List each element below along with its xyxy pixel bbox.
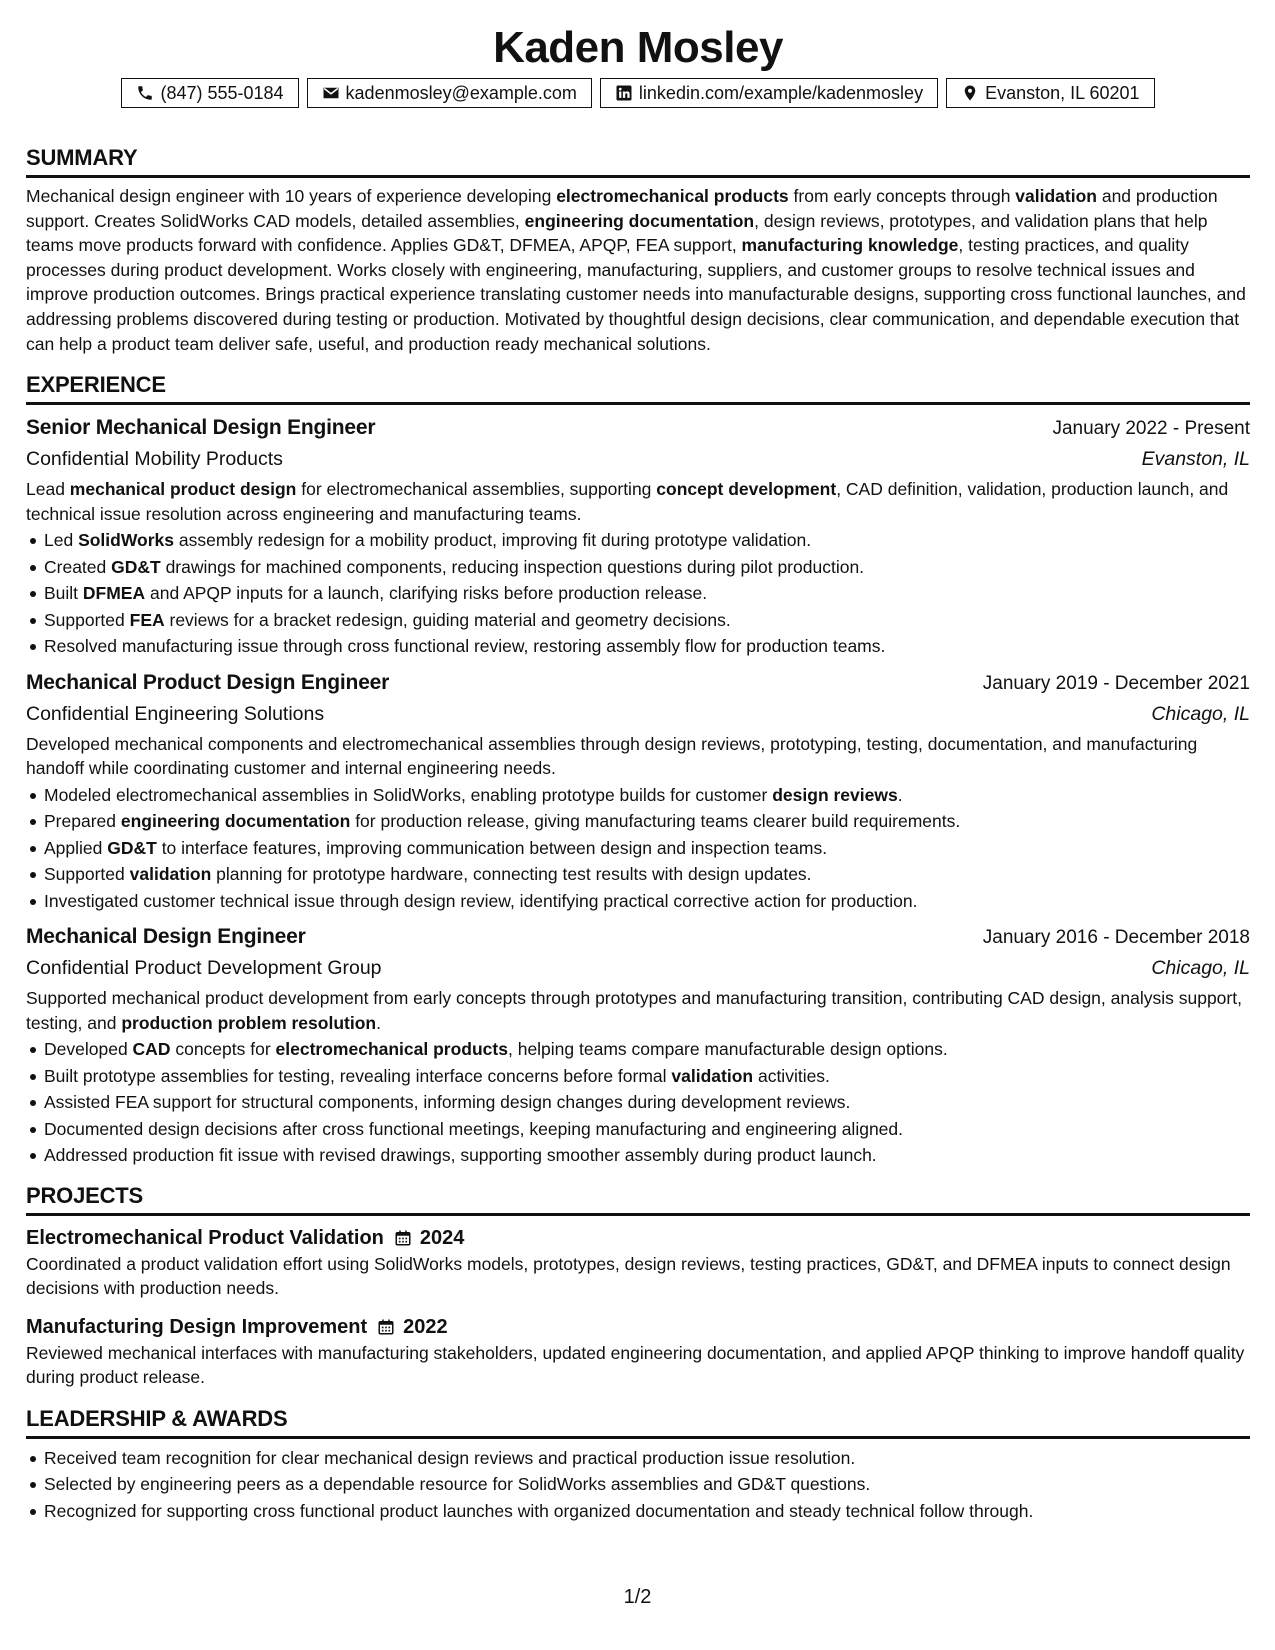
contact-linkedin bbox=[600, 78, 938, 108]
bold-text: validation bbox=[671, 1065, 754, 1086]
bold-text: production problem resolution bbox=[121, 1012, 377, 1033]
contact-bar bbox=[26, 78, 1250, 108]
text-run: Mechanical design engineer with 10 years of experience developing bbox=[26, 186, 557, 206]
text-run: , CAD definition, validation, production launch, and technical issue resolution across engineering and manufacturing teams. bbox=[26, 479, 1229, 524]
contact-email-text: kadenmosley@example.com bbox=[345, 83, 577, 103]
contact-linkedin-text: linkedin.com/example/kadenmosley bbox=[638, 83, 924, 103]
job-bullets bbox=[26, 1036, 1250, 1169]
job-company-row bbox=[26, 699, 1250, 729]
bold-text: FEA bbox=[129, 609, 165, 630]
project-year bbox=[394, 1224, 465, 1252]
job-dates: January 2022 - Present bbox=[1052, 418, 1250, 440]
leadership-heading: LEADERSHIP & AWARDS bbox=[26, 1406, 1250, 1439]
text-run: Supported bbox=[44, 609, 130, 630]
job-title: Senior Mechanical Design Engineer bbox=[26, 416, 376, 440]
text-run: , helping teams compare manufacturable design options. bbox=[507, 1039, 948, 1060]
job-title-row bbox=[26, 668, 1250, 699]
project-year bbox=[377, 1313, 448, 1341]
job-description bbox=[26, 477, 1250, 526]
text-run: Addressed production fit issue with revised drawings, supporting smoother assembly during product launch. bbox=[44, 1145, 877, 1166]
text-run: , design reviews, prototypes, and validation plans that help teams move products forward with confidence. Applies GD&T, DFMEA, APQP, FEA support, bbox=[26, 210, 1208, 256]
award-item: Recognized for supporting cross functional product launches with organized documentation and steady technical follow through. bbox=[26, 1498, 1250, 1525]
text-run: Documented design decisions after cross functional meetings, keeping manufacturing and engineering aligned. bbox=[44, 1118, 904, 1139]
text-run: . bbox=[376, 1012, 381, 1033]
text-run: drawings for machined components, reducing inspection questions during pilot production. bbox=[160, 556, 865, 577]
text-run: from early concepts through bbox=[788, 186, 1016, 206]
project-year-text: 2024 bbox=[419, 1226, 465, 1249]
text-run: Supported bbox=[44, 864, 130, 885]
project-title: Electromechanical Product Validation bbox=[26, 1226, 384, 1249]
contact-location bbox=[946, 78, 1154, 108]
bullet-item bbox=[26, 1142, 1250, 1169]
text-run: planning for prototype hardware, connecting test results with design updates. bbox=[211, 864, 812, 885]
bold-text: engineering documentation bbox=[524, 210, 755, 231]
bullet-item bbox=[26, 888, 1250, 915]
leadership-list bbox=[26, 1445, 1250, 1525]
job-list bbox=[26, 413, 1250, 1169]
envelope-icon bbox=[322, 84, 340, 102]
job-location: Chicago, IL bbox=[1151, 702, 1250, 725]
job-entry bbox=[26, 668, 1250, 915]
text-run: Modeled electromechanical assemblies in SolidWorks, enabling prototype builds for customer bbox=[44, 784, 773, 805]
phone-icon bbox=[136, 84, 154, 102]
bold-text: electromechanical products bbox=[275, 1039, 508, 1060]
bold-text: GD&T bbox=[107, 837, 157, 858]
text-run: , testing practices, and quality processes during product development. Works closely with engineering, manufacturing, suppliers, and customer groups to resolve technical issues and improve production outcomes. Brings practical experience translating customer needs into manufacturable designs, supporting cross functional launches, and addressing problems discovered during testing or production. Motivated by thoughtful design decisions, clear communication, and dependable execution that can help a product team deliver safe, useful, and production ready mechanical solutions. bbox=[26, 235, 1246, 354]
job-bullets bbox=[26, 527, 1250, 660]
job-company-row bbox=[26, 953, 1250, 983]
summary-section bbox=[26, 145, 1250, 356]
calendar-icon bbox=[394, 1229, 412, 1247]
job-title: Mechanical Product Design Engineer bbox=[26, 670, 390, 694]
text-run: Led bbox=[44, 530, 79, 551]
text-run: Resolved manufacturing issue through cross functional review, restoring assembly flow for production teams. bbox=[44, 636, 886, 657]
job-company: Confidential Engineering Solutions bbox=[26, 702, 325, 725]
text-run: Lead bbox=[26, 479, 70, 500]
text-run: activities. bbox=[753, 1065, 830, 1086]
text-run: for electromechanical assemblies, supporting bbox=[296, 479, 657, 500]
job-dates: January 2019 - December 2021 bbox=[982, 672, 1250, 694]
award-item: Selected by engineering peers as a dependable resource for SolidWorks assemblies and GD&T questions. bbox=[26, 1471, 1250, 1498]
bold-text: electromechanical products bbox=[556, 186, 789, 206]
text-run: assembly redesign for a mobility product, improving fit during prototype validation. bbox=[174, 530, 812, 551]
text-run: Developed bbox=[44, 1039, 133, 1060]
bullet-item bbox=[26, 835, 1250, 862]
experience-section bbox=[26, 372, 1250, 1169]
bullet-item bbox=[26, 580, 1250, 607]
project-list bbox=[26, 1224, 1250, 1390]
bullet-item bbox=[26, 527, 1250, 554]
text-run: Prepared bbox=[44, 811, 121, 832]
job-entry bbox=[26, 922, 1250, 1169]
bold-text: design reviews bbox=[772, 784, 898, 805]
text-run: for production release, giving manufacturing teams clearer build requirements. bbox=[350, 811, 961, 832]
bullet-item bbox=[26, 1089, 1250, 1116]
job-company: Confidential Product Development Group bbox=[26, 957, 382, 980]
text-run: Investigated customer technical issue through design review, identifying practical corrective action for production. bbox=[44, 890, 918, 911]
bold-text: manufacturing knowledge bbox=[741, 235, 959, 256]
job-location: Evanston, IL bbox=[1141, 448, 1250, 471]
text-run: Built prototype assemblies for testing, revealing interface concerns before formal bbox=[44, 1065, 672, 1086]
candidate-name: Kaden Mosley bbox=[493, 23, 783, 72]
job-location: Chicago, IL bbox=[1151, 957, 1250, 980]
bold-text: DFMEA bbox=[82, 583, 146, 604]
job-description bbox=[26, 732, 1250, 781]
contact-phone bbox=[121, 78, 298, 108]
text-run: Applied bbox=[44, 837, 108, 858]
bold-text: concept development bbox=[656, 479, 837, 500]
job-entry bbox=[26, 413, 1250, 660]
bold-text: validation bbox=[129, 864, 212, 885]
job-title-row bbox=[26, 922, 1250, 953]
bold-text: engineering documentation bbox=[120, 811, 351, 832]
bold-text: validation bbox=[1015, 186, 1097, 206]
bold-text: CAD bbox=[132, 1039, 171, 1060]
summary-text bbox=[26, 184, 1250, 356]
linkedin-icon bbox=[615, 84, 633, 102]
text-run: Built bbox=[44, 583, 83, 604]
bullet-item bbox=[26, 1036, 1250, 1063]
job-title: Mechanical Design Engineer bbox=[26, 925, 306, 949]
bullet-item bbox=[26, 1063, 1250, 1090]
page-number: 1/2 bbox=[623, 1586, 652, 1608]
bullet-item bbox=[26, 1116, 1250, 1143]
bold-text: mechanical product design bbox=[69, 479, 297, 500]
bullet-item bbox=[26, 633, 1250, 660]
text-run: . bbox=[897, 784, 903, 805]
award-item: Received team recognition for clear mechanical design reviews and practical production issue resolution. bbox=[26, 1445, 1250, 1472]
map-pin-icon bbox=[961, 84, 979, 102]
resume-page bbox=[26, 22, 1250, 1524]
bold-text: SolidWorks bbox=[78, 530, 175, 551]
job-company: Confidential Mobility Products bbox=[26, 448, 283, 471]
text-run: to interface features, improving communication between design and inspection teams. bbox=[156, 837, 828, 858]
bullet-item bbox=[26, 861, 1250, 888]
job-description bbox=[26, 986, 1250, 1035]
text-run: Developed mechanical components and electromechanical assemblies through design reviews, prototyping, testing, documentation, and manufacturing handoff while coordinating customer and internal engineering needs. bbox=[26, 733, 1198, 779]
contact-email bbox=[307, 78, 592, 108]
text-run: Assisted FEA support for structural components, informing design changes during development reviews. bbox=[44, 1092, 851, 1113]
project-year-text: 2022 bbox=[403, 1315, 448, 1338]
project-entry bbox=[26, 1313, 1250, 1390]
project-entry bbox=[26, 1224, 1250, 1301]
projects-heading: PROJECTS bbox=[26, 1183, 1250, 1216]
project-title: Manufacturing Design Improvement bbox=[26, 1315, 368, 1338]
bold-text: GD&T bbox=[111, 556, 161, 577]
leadership-section bbox=[26, 1406, 1250, 1525]
text-run: concepts for bbox=[170, 1039, 276, 1060]
contact-phone-text: (847) 555-0184 bbox=[160, 83, 284, 103]
job-bullets bbox=[26, 782, 1250, 915]
text-run: Supported mechanical product development from early concepts through prototypes and manufacturing transition, contributing CAD design, analysis support, testing, and bbox=[26, 988, 1242, 1033]
job-title-row bbox=[26, 413, 1250, 444]
project-header bbox=[26, 1224, 1250, 1252]
project-header bbox=[26, 1313, 1250, 1341]
bullet-item bbox=[26, 607, 1250, 634]
summary-heading: SUMMARY bbox=[26, 145, 1250, 178]
bullet-item bbox=[26, 808, 1250, 835]
calendar-icon bbox=[377, 1318, 395, 1336]
experience-heading: EXPERIENCE bbox=[26, 372, 1250, 405]
text-run: and APQP inputs for a launch, clarifying risks before production release. bbox=[145, 583, 708, 604]
project-description: Reviewed mechanical interfaces with manufacturing stakeholders, updated engineering documentation, and applied APQP thinking to improve handoff quality during product release. bbox=[26, 1342, 1245, 1388]
contact-location-text: Evanston, IL 60201 bbox=[985, 83, 1140, 103]
text-run: reviews for a bracket redesign, guiding material and geometry decisions. bbox=[164, 609, 731, 630]
projects-section bbox=[26, 1183, 1250, 1390]
text-run: and production support. Creates SolidWorks CAD models, detailed assemblies, bbox=[26, 186, 1218, 231]
job-dates: January 2016 - December 2018 bbox=[982, 927, 1250, 949]
bullet-item bbox=[26, 554, 1250, 581]
bullet-item bbox=[26, 782, 1250, 809]
job-company-row bbox=[26, 444, 1250, 474]
text-run: Created bbox=[44, 556, 112, 577]
project-description: Coordinated a product validation effort using SolidWorks models, prototypes, design reviews, testing practices, GD&T, and DFMEA inputs to connect design decisions with production needs. bbox=[26, 1253, 1231, 1299]
